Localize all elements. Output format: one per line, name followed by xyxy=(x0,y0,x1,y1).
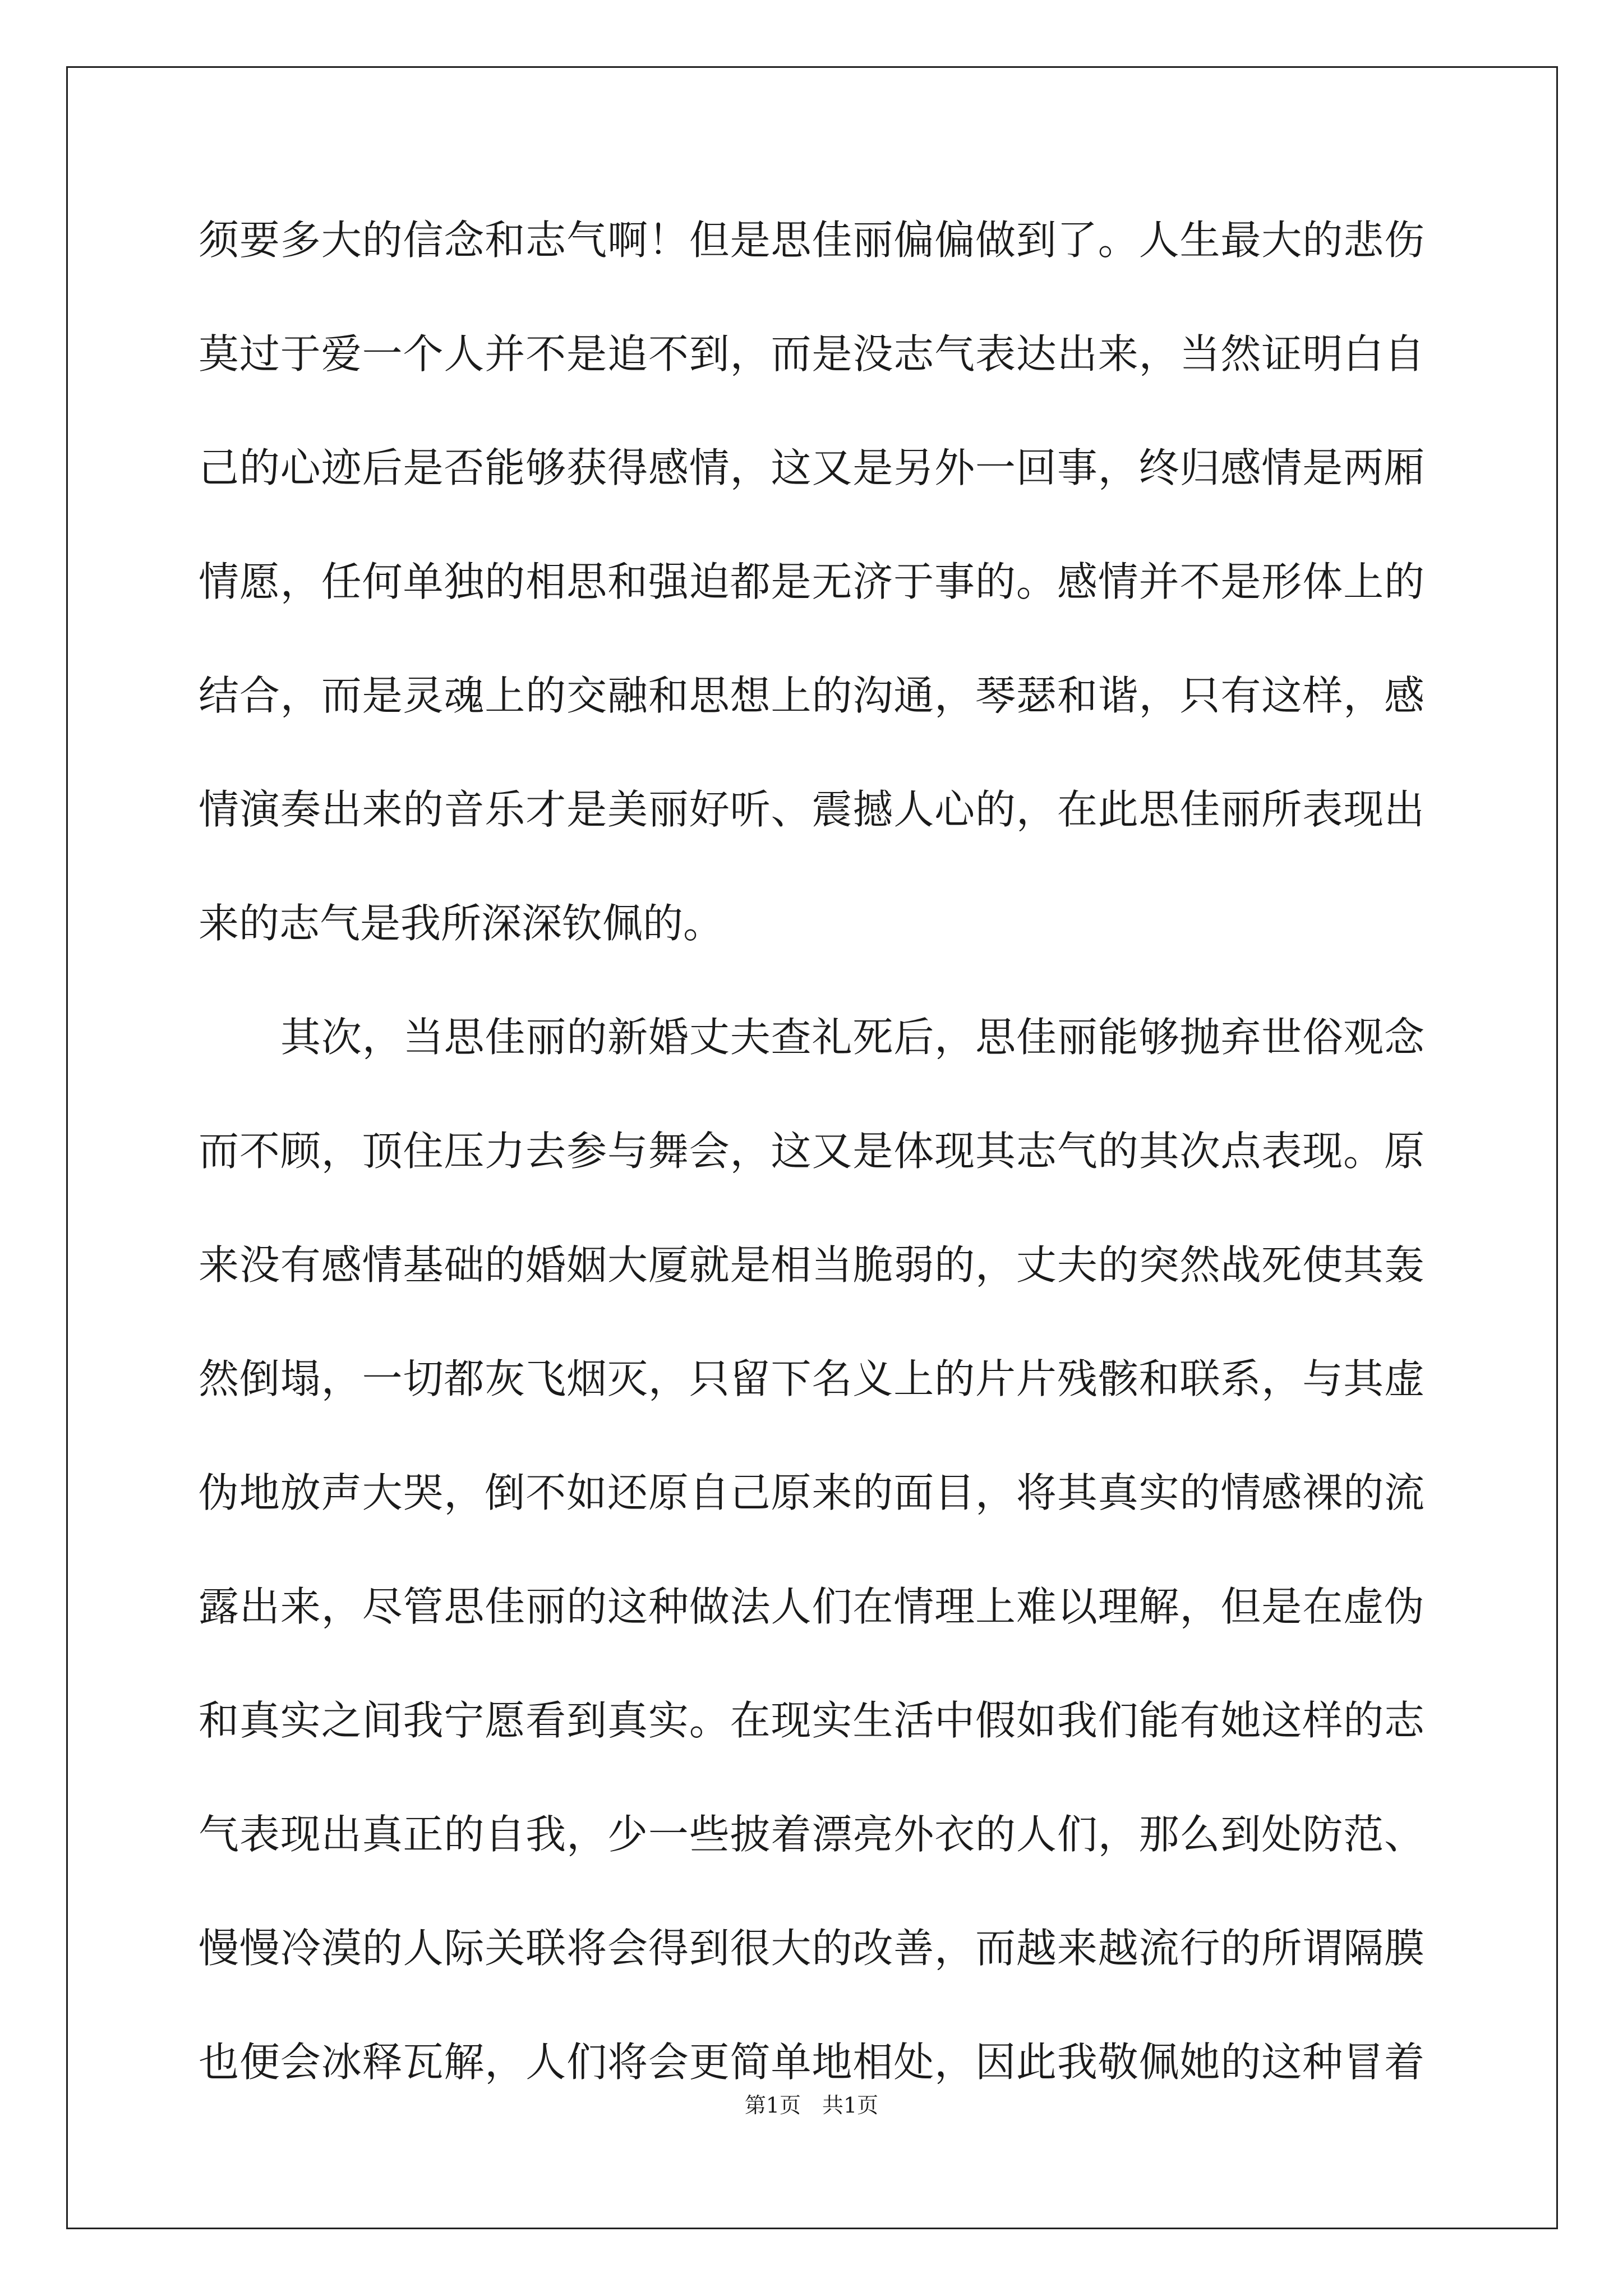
text-line: 情演奏出来的音乐才是美丽好听、震撼人心的，在此思佳丽所表现出 xyxy=(199,786,1424,833)
text-line: 须要多大的信念和志气啊！但是思佳丽偏偏做到了。人生最大的悲伤 xyxy=(199,217,1424,264)
text-line: 情愿，任何单独的相思和强迫都是无济于事的。感情并不是形体上的 xyxy=(199,558,1424,605)
text-line: 其次，当思佳丽的新婚丈夫查礼死后，思佳丽能够抛弃世俗观念 xyxy=(280,1014,1424,1061)
document-body xyxy=(199,206,1424,2142)
text-line: 来没有感情基础的婚姻大厦就是相当脆弱的，丈夫的突然战死使其轰 xyxy=(199,1241,1424,1289)
text-line: 和真实之间我宁愿看到真实。在现实生活中假如我们能有她这样的志 xyxy=(199,1697,1424,1744)
text-line: 来的志气是我所深深钦佩的。 xyxy=(199,900,724,947)
text-line: 慢慢冷漠的人际关联将会得到很大的改善，而越来越流行的所谓隔膜 xyxy=(199,1925,1424,1972)
text-line: 然倒塌，一切都灰飞烟灭，只留下名义上的片片残骸和联系，与其虚 xyxy=(199,1355,1424,1402)
text-line: 露出来，尽管思佳丽的这种做法人们在情理上难以理解，但是在虚伪 xyxy=(199,1583,1424,1630)
text-line: 而不顾，顶住压力去参与舞会，这又是体现其志气的其次点表现。原 xyxy=(199,1128,1424,1175)
text-line: 己的心迹后是否能够获得感情，这又是另外一回事，终归感情是两厢 xyxy=(199,444,1424,491)
text-line: 结合，而是灵魂上的交融和思想上的沟通，琴瑟和谐，只有这样，感 xyxy=(199,672,1424,719)
text-line: 也便会冰释瓦解，人们将会更简单地相处，因此我敬佩她的这种冒着 xyxy=(199,2039,1424,2086)
text-line: 伪地放声大哭，倒不如还原自己原来的面目，将其真实的情感裸的流 xyxy=(199,1469,1424,1516)
text-line: 莫过于爱一个人并不是追不到，而是没志气表达出来，当然证明白自 xyxy=(199,330,1424,378)
page-footer: 第1页 共1页 xyxy=(744,2093,879,2118)
text-line: 气表现出真正的自我，少一些披着漂亮外衣的人们，那么到处防范、 xyxy=(199,1811,1424,1858)
